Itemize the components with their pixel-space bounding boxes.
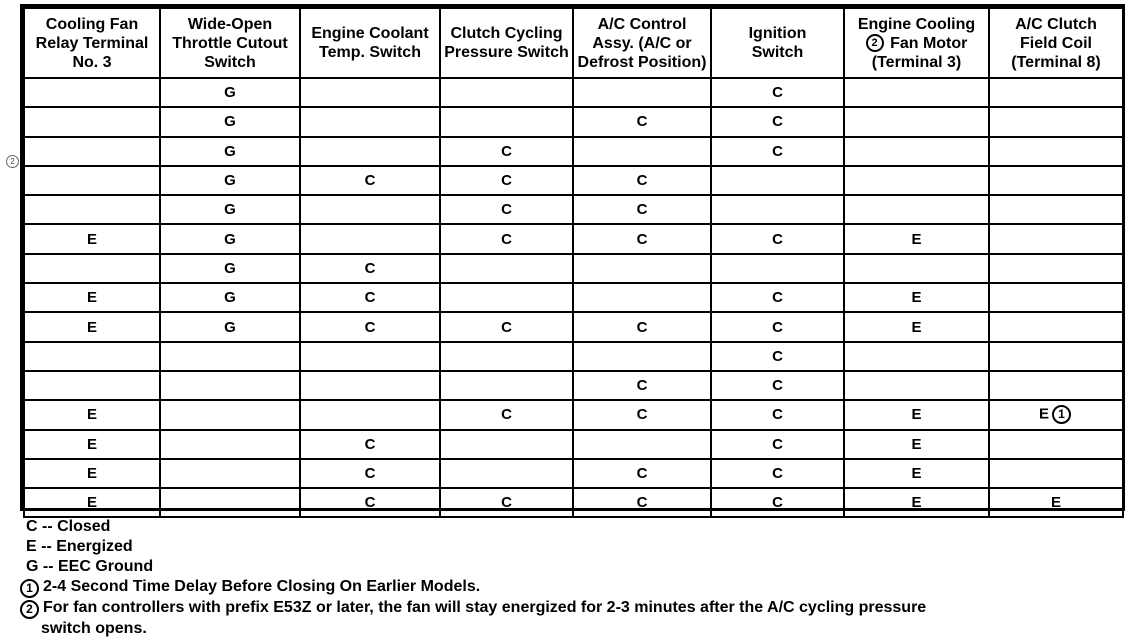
footnote-mark: 1: [20, 579, 39, 598]
table-row: [24, 342, 1123, 371]
column-header-line: Engine Cooling: [857, 15, 976, 33]
cell-value: C: [364, 435, 376, 453]
column-header-line: Clutch Cycling: [450, 25, 563, 42]
table-cell: [24, 371, 160, 400]
cell-value: C: [636, 172, 648, 190]
margin-note-mark: 2: [6, 155, 19, 168]
column-header-line: Switch: [204, 53, 256, 71]
table-row: [24, 195, 1123, 224]
table-row: [24, 430, 1123, 459]
table-cell: [844, 459, 989, 488]
table-cell: [573, 371, 711, 400]
cell-value: E: [1038, 405, 1049, 423]
cell-value: C: [501, 230, 512, 248]
table-cell: [440, 400, 573, 429]
table-cell: [24, 107, 160, 136]
column-header-line: Assy. (A/C or: [592, 34, 692, 52]
table-cell: [844, 400, 989, 429]
table-cell: [160, 342, 300, 371]
cell-value: E: [86, 406, 97, 424]
table-row: [24, 78, 1123, 107]
table-cell: [300, 78, 440, 107]
table-cell: [160, 137, 300, 166]
cell-value: C: [636, 494, 648, 512]
note-2-mark: 2: [866, 34, 884, 52]
table-cell: [573, 195, 711, 224]
table-row: [24, 166, 1123, 195]
cell-value: G: [224, 113, 236, 131]
column-header-line: Throttle Cutout: [172, 34, 288, 52]
table-cell: [440, 459, 573, 488]
table-cell: [300, 342, 440, 371]
table-cell: [440, 371, 573, 400]
table-cell: [711, 137, 844, 166]
table-cell: [844, 107, 989, 136]
cell-value: E: [86, 465, 97, 482]
table-cell: [440, 195, 573, 224]
column-header: [24, 8, 160, 78]
cell-value: C: [772, 113, 783, 131]
table-cell: [160, 459, 300, 488]
cell-value: G: [224, 142, 236, 160]
table-cell: [711, 312, 844, 341]
cell-value: C: [501, 201, 512, 219]
legend: [20, 517, 1130, 577]
table-cell: [300, 224, 440, 253]
table-cell: [711, 283, 844, 312]
table-cell: [989, 166, 1123, 195]
table-cell: [989, 224, 1123, 253]
table-cell: [24, 78, 160, 107]
table-cell: [573, 430, 711, 459]
table-cell: [300, 107, 440, 136]
table-cell: [300, 137, 440, 166]
cell-value: C: [501, 406, 512, 424]
column-header: [440, 8, 573, 78]
table-cell: [573, 107, 711, 136]
notes: [20, 577, 1130, 639]
table-cell: [440, 78, 573, 107]
table-cell: [160, 488, 300, 517]
table-cell: [24, 312, 160, 341]
table-cell: [844, 137, 989, 166]
cell-value: E: [911, 230, 922, 248]
cell-value: C: [364, 289, 376, 307]
table-cell: [300, 283, 440, 312]
table-cell: [300, 166, 440, 195]
table-cell: [300, 488, 440, 517]
table-cell: [440, 430, 573, 459]
table-cell: [711, 195, 844, 224]
cell-value: C: [364, 172, 376, 190]
table-cell: [989, 400, 1123, 429]
table-cell: [160, 371, 300, 400]
table-cell: [440, 224, 573, 253]
table-cell: [300, 254, 440, 283]
table-cell: [24, 166, 160, 195]
table-cell: [573, 283, 711, 312]
table-cell: [573, 137, 711, 166]
table-cell: [844, 166, 989, 195]
column-header-line: Defrost Position): [577, 53, 707, 71]
cell-value: C: [772, 289, 783, 307]
cell-value: G: [224, 230, 236, 248]
table-cell: [160, 400, 300, 429]
table-cell: [844, 224, 989, 253]
cell-value: G: [224, 259, 236, 277]
table-row: [24, 488, 1123, 517]
cell-value: C: [772, 230, 783, 248]
table-cell: [24, 400, 160, 429]
table-cell: [300, 430, 440, 459]
table-cell: [844, 371, 989, 400]
table-cell: [711, 400, 844, 429]
table-cell: [160, 283, 300, 312]
column-header-line: [845, 34, 988, 53]
table-cell: [573, 400, 711, 429]
table-cell: [24, 283, 160, 312]
footnotes: [20, 517, 1130, 639]
cell-value: E: [86, 494, 97, 512]
table-cell: [160, 312, 300, 341]
column-header-line: Ignition: [748, 25, 807, 42]
table-cell: [160, 254, 300, 283]
table-cell: [844, 254, 989, 283]
cell-value: C: [772, 494, 783, 512]
table-cell: [160, 166, 300, 195]
note-1-mark: 1: [1052, 405, 1071, 424]
cell-value: E: [911, 435, 922, 453]
table-cell: [573, 78, 711, 107]
cell-value: C: [364, 318, 376, 336]
table-cell: [711, 254, 844, 283]
table-row: [24, 371, 1123, 400]
table-cell: [300, 459, 440, 488]
cell-value: C: [772, 377, 783, 395]
table-row: [24, 459, 1123, 488]
cell-value: E: [86, 289, 97, 307]
table-row: [24, 224, 1123, 253]
table-cell: [989, 371, 1123, 400]
table-cell: [440, 107, 573, 136]
column-header-line: (Terminal 8): [1011, 53, 1101, 71]
column-header-line: Field Coil: [1020, 34, 1092, 52]
column-header-line: Temp. Switch: [319, 44, 421, 61]
cell-value: E: [86, 230, 97, 248]
table-cell: [711, 459, 844, 488]
header-row: [24, 8, 1123, 78]
cell-value: C: [636, 113, 648, 131]
column-header-line: Cooling Fan: [45, 15, 139, 33]
cell-value: C: [772, 142, 783, 160]
cell-value: G: [224, 84, 236, 102]
table-cell: [24, 488, 160, 517]
cell-value: C: [636, 230, 648, 248]
cell-value: G: [224, 201, 236, 219]
column-header: [844, 8, 989, 78]
table-cell: [844, 283, 989, 312]
cell-value: E: [86, 435, 97, 453]
table-cell: [24, 195, 160, 224]
table-cell: [573, 254, 711, 283]
table-cell: [844, 195, 989, 224]
table-cell: [440, 283, 573, 312]
table-cell: [844, 342, 989, 371]
table-cell: [573, 312, 711, 341]
table-cell: [711, 166, 844, 195]
table-cell: [160, 430, 300, 459]
table-row: [24, 312, 1123, 341]
cell-value: C: [501, 318, 512, 336]
table-body: [24, 78, 1123, 517]
cell-value: C: [636, 318, 648, 336]
table-cell: [160, 107, 300, 136]
cell-value: E: [911, 465, 922, 482]
table-cell: [844, 488, 989, 517]
table-cell: [24, 459, 160, 488]
footnote-mark: 2: [20, 600, 39, 619]
table-cell: [711, 430, 844, 459]
table-cell: [440, 254, 573, 283]
table-cell: [440, 488, 573, 517]
cell-value: G: [224, 318, 236, 336]
table-cell: [711, 488, 844, 517]
cell-value: C: [501, 172, 512, 190]
cell-value: C: [772, 406, 783, 424]
table-cell: [573, 459, 711, 488]
column-header-line: Engine Coolant: [311, 25, 429, 42]
cell-value: G: [224, 289, 236, 307]
cell-value: E: [911, 494, 922, 512]
table-cell: [989, 137, 1123, 166]
table-cell: [300, 371, 440, 400]
legend-entry: G -- EEC Ground: [26, 558, 154, 575]
table-cell: [989, 459, 1123, 488]
table-cell: [844, 430, 989, 459]
table-cell: [711, 371, 844, 400]
table-cell: [24, 254, 160, 283]
table-cell: [711, 224, 844, 253]
cell-value: C: [772, 84, 783, 102]
cell-value: E: [911, 289, 922, 307]
table-cell: [24, 430, 160, 459]
cell-value: C: [772, 465, 783, 482]
cell-value: E: [86, 318, 97, 336]
column-header: [989, 8, 1123, 78]
table-row: [24, 283, 1123, 312]
cell-value: E: [911, 318, 922, 336]
cell-value: E: [911, 406, 922, 424]
table-cell: [160, 78, 300, 107]
footnote: [20, 598, 1130, 619]
legend-entry: C -- Closed: [26, 518, 111, 535]
table-cell: [440, 166, 573, 195]
table-cell: [440, 312, 573, 341]
cell-value: C: [636, 465, 648, 482]
table-cell: [300, 400, 440, 429]
logic-table: [20, 4, 1125, 511]
column-header-line: Switch: [751, 44, 804, 61]
table-row: [24, 137, 1123, 166]
table-cell: [300, 312, 440, 341]
table-cell: [989, 78, 1123, 107]
cell-value: C: [501, 494, 512, 512]
table-cell: [989, 488, 1123, 517]
column-header-line: No. 3: [72, 53, 112, 71]
table-cell: [440, 137, 573, 166]
cell-value: E: [1050, 494, 1061, 512]
cell-value: C: [636, 201, 648, 219]
table-row: [24, 107, 1123, 136]
cell-value: C: [772, 318, 783, 336]
table-row: [24, 400, 1123, 429]
table-cell: [711, 78, 844, 107]
table-cell: [989, 195, 1123, 224]
table-cell: [711, 107, 844, 136]
column-header: [711, 8, 844, 78]
table-cell: [989, 283, 1123, 312]
switch-state-table: [23, 7, 1124, 518]
cell-value: C: [364, 259, 376, 277]
cell-value: C: [772, 435, 783, 453]
footnote-text: 2-4 Second Time Delay Before Closing On Earlier Models.: [43, 578, 481, 595]
table-cell: [24, 224, 160, 253]
column-header-line: (Terminal 3): [871, 53, 962, 71]
table-row: [24, 254, 1123, 283]
footnote: [20, 577, 1130, 598]
table-cell: [573, 224, 711, 253]
table-cell: [573, 342, 711, 371]
table-cell: [160, 224, 300, 253]
column-header-line: Wide-Open: [187, 15, 273, 33]
cell-value: C: [501, 142, 512, 160]
cell-value: C: [364, 494, 376, 512]
legend-entry: E -- Energized: [26, 538, 133, 555]
footnote-continuation: switch opens.: [41, 620, 147, 637]
table-cell: [440, 342, 573, 371]
table-cell: [989, 342, 1123, 371]
column-header-line: A/C Clutch: [1015, 15, 1097, 33]
table-cell: [300, 195, 440, 224]
table-cell: [844, 78, 989, 107]
cell-value: C: [364, 465, 376, 482]
table-cell: [711, 342, 844, 371]
column-header-line: Relay Terminal: [35, 34, 149, 52]
table-cell: [989, 107, 1123, 136]
footnote-text: For fan controllers with prefix E53Z or later, the fan will stay energized for 2-3 minutes after the A/C cycling pressure: [43, 599, 927, 616]
column-header-line: A/C Control: [597, 15, 687, 33]
column-header: [300, 8, 440, 78]
table-cell: [989, 254, 1123, 283]
column-header: [573, 8, 711, 78]
column-header-line: Pressure Switch: [444, 44, 569, 61]
table-cell: [160, 195, 300, 224]
cell-value: G: [224, 172, 236, 190]
table-cell: [989, 312, 1123, 341]
cell-value: C: [636, 377, 648, 395]
table-cell: [844, 312, 989, 341]
table-cell: [573, 488, 711, 517]
table-cell: [573, 166, 711, 195]
cell-value: C: [636, 406, 648, 424]
column-header: [160, 8, 300, 78]
cell-value: C: [772, 347, 783, 365]
column-header-text: Fan Motor: [890, 34, 968, 52]
table-cell: [989, 430, 1123, 459]
table-cell: [24, 342, 160, 371]
table-cell: [24, 137, 160, 166]
